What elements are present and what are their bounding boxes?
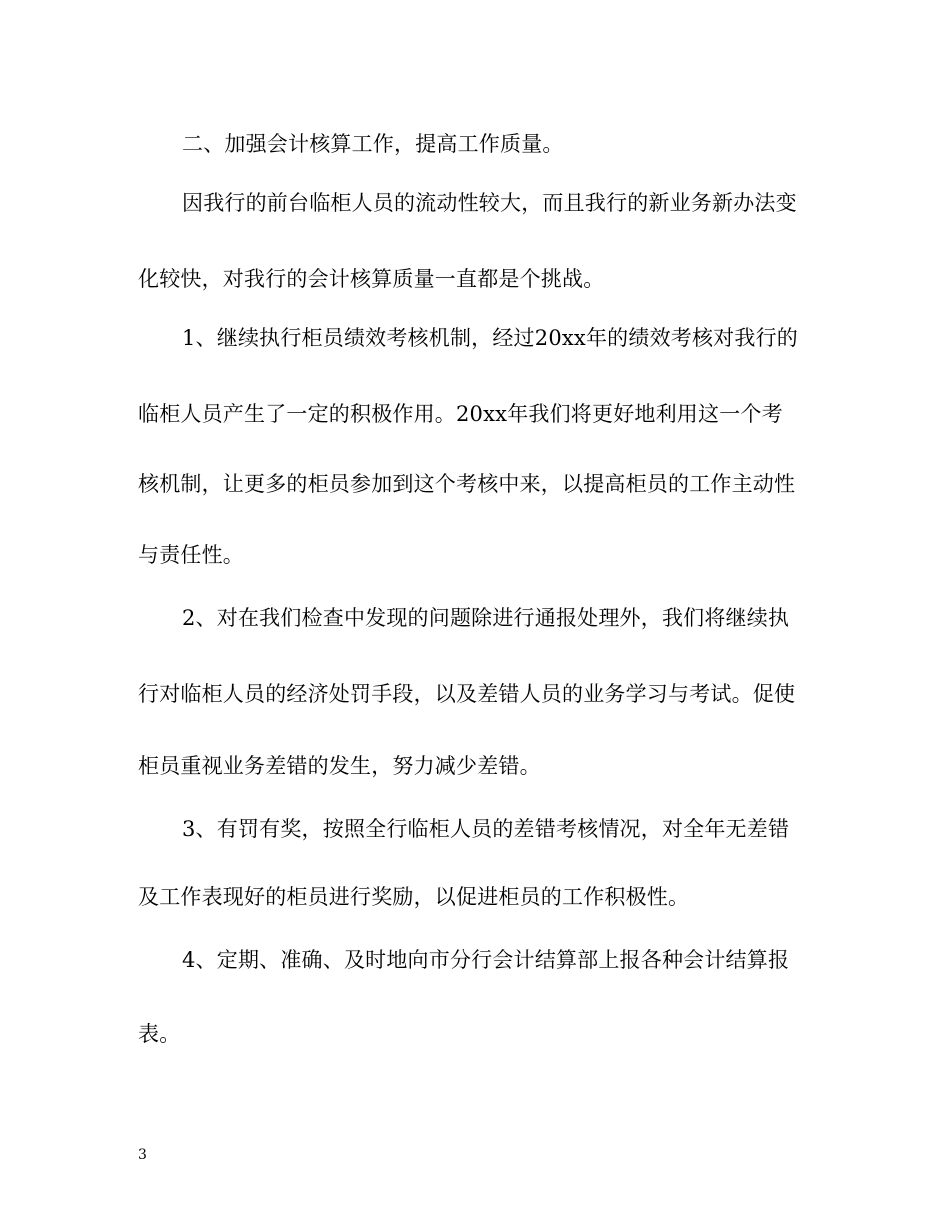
paragraph-line: 表。 (138, 1022, 181, 1046)
paragraph-line: 与责任性。 (138, 543, 244, 567)
paragraph-line: 化较快，对我行的会计核算质量一直都是个挑战。 (138, 267, 605, 291)
section-heading: 二、加强会计核算工作，提高工作质量。 (182, 132, 564, 156)
paragraph-line: 1、继续执行柜员绩效考核机制，经过20xx年的绩效考核对我行的 (182, 326, 798, 350)
paragraph-line: 及工作表现好的柜员进行奖励，以促进柜员的工作积极性。 (138, 885, 690, 909)
paragraph-line: 核机制，让更多的柜员参加到这个考核中来，以提高柜员的工作主动性 (138, 472, 796, 496)
paragraph-line: 2、对在我们检查中发现的问题除进行通报处理外，我们将继续执 (182, 606, 790, 630)
paragraph-line: 4、定期、准确、及时地向市分行会计结算部上报各种会计结算报 (182, 948, 790, 972)
paragraph-line: 行对临柜人员的经济处罚手段，以及差错人员的业务学习与考试。促使 (138, 682, 796, 706)
paragraph-line: 3、有罚有奖，按照全行临柜人员的差错考核情况，对全年无差错 (182, 817, 790, 841)
page-number: 3 (138, 1147, 147, 1163)
paragraph-line: 柜员重视业务差错的发生，努力减少差错。 (138, 754, 541, 778)
paragraph-line: 临柜人员产生了一定的积极作用。20xx年我们将更好地利用这一个考 (138, 402, 783, 426)
paragraph-line: 因我行的前台临柜人员的流动性较大，而且我行的新业务新办法变 (182, 191, 797, 215)
